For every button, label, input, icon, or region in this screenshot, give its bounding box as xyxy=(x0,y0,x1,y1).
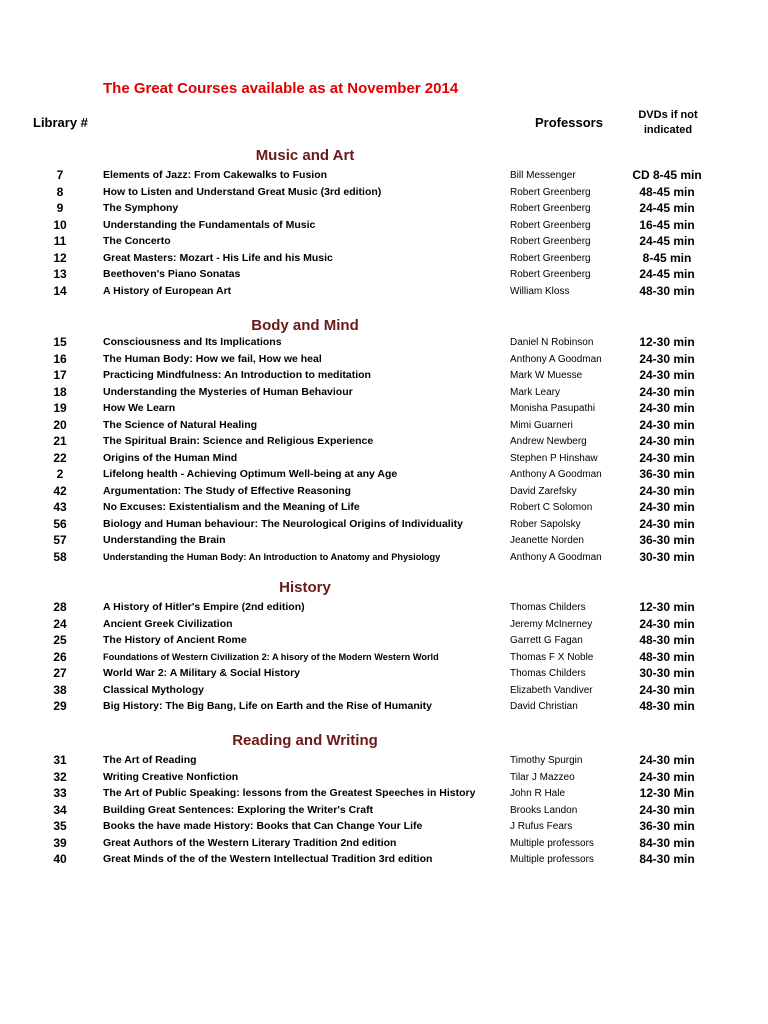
course-row xyxy=(0,417,768,433)
course-title: Understanding the Fundamentals of Music xyxy=(103,218,316,231)
course-title: Origins of the Human Mind xyxy=(103,451,238,464)
media-duration: 84-30 min xyxy=(639,852,695,866)
course-title: The History of Ancient Rome xyxy=(103,634,247,646)
course-title: Lifelong health - Achieving Optimum Well-being at any Age xyxy=(103,468,398,480)
course-title: Books the have made History: Books that Can Change Your Life xyxy=(103,820,423,832)
course-row xyxy=(0,616,768,632)
library-number: 38 xyxy=(53,682,67,697)
professor-name: Multiple professors xyxy=(510,854,594,865)
media-duration: 24-30 min xyxy=(639,434,695,448)
media-duration: 48-30 min xyxy=(639,699,695,713)
library-number: 7 xyxy=(56,168,64,182)
professor-name: Bill Messenger xyxy=(510,170,576,181)
course-title: How We Learn xyxy=(103,402,176,414)
course-title: Understanding the Mysteries of Human Behaviour xyxy=(103,385,353,398)
course-row xyxy=(0,632,768,648)
library-number: 11 xyxy=(53,234,67,248)
course-row xyxy=(0,649,768,665)
course-title: No Excuses: Existentialism and the Meaning of Life xyxy=(103,501,360,513)
course-row xyxy=(0,217,768,233)
professor-name: Monisha Pasupathi xyxy=(510,403,596,414)
course-row xyxy=(0,367,768,383)
professor-name: Thomas Childers xyxy=(510,602,586,613)
library-number: 28 xyxy=(53,600,67,614)
page-title: The Great Courses available as at November 2014 xyxy=(103,80,459,97)
course-title: Understanding the Brain xyxy=(103,534,226,546)
media-duration: 48-45 min xyxy=(639,184,695,199)
media-duration: 24-30 min xyxy=(639,450,695,465)
media-duration: 8-45 min xyxy=(642,250,692,265)
course-title: Understanding the Human Body: An Introduction to Anatomy and Physiology xyxy=(103,551,441,562)
library-number: 20 xyxy=(53,417,67,432)
professor-name: Mark Leary xyxy=(510,386,561,398)
media-duration: 12-30 Min xyxy=(639,786,695,800)
library-number: 24 xyxy=(53,616,67,631)
library-number: 19 xyxy=(53,401,67,415)
course-title: A History of Hitler's Empire (2nd edition) xyxy=(103,601,305,613)
section-heading: History xyxy=(279,579,331,596)
media-duration: 24-30 min xyxy=(639,516,695,531)
media-duration: 36-30 min xyxy=(639,819,695,833)
course-row xyxy=(0,851,768,867)
media-duration: 36-30 min xyxy=(639,467,695,481)
course-row xyxy=(0,384,768,400)
media-duration: 24-45 min xyxy=(639,267,695,281)
media-duration: 24-30 min xyxy=(639,500,695,514)
professor-name: William Kloss xyxy=(510,285,570,297)
professor-name: Robert Greenberg xyxy=(510,186,591,198)
course-title: Great Authors of the Western Literary Tradition 2nd edition xyxy=(103,836,397,849)
media-duration: 24-30 min xyxy=(639,401,695,415)
dvds-column-header xyxy=(625,108,711,138)
media-duration: 24-30 min xyxy=(639,616,695,631)
course-title: Elements of Jazz: From Cakewalks to Fusion xyxy=(103,169,328,181)
course-title: World War 2: A Military & Social History xyxy=(103,667,301,679)
professor-name: Robert Greenberg xyxy=(510,236,591,247)
course-row xyxy=(0,283,768,299)
course-title: Ancient Greek Civilization xyxy=(103,617,233,630)
professor-name: Andrew Newberg xyxy=(510,436,587,447)
course-row xyxy=(0,818,768,834)
course-title: The Science of Natural Healing xyxy=(103,418,258,431)
course-title: Big History: The Big Bang, Life on Earth and the Rise of Humanity xyxy=(103,700,433,712)
dvds-header-line2: indicated xyxy=(643,124,693,136)
professor-name: Garrett G Fagan xyxy=(510,635,583,646)
professor-name: Elizabeth Vandiver xyxy=(510,684,593,696)
media-duration: 48-30 min xyxy=(639,283,695,298)
section-heading: Reading and Writing xyxy=(232,732,378,749)
dvds-header-line1: DVDs if not xyxy=(638,109,698,121)
course-row xyxy=(0,785,768,801)
course-row xyxy=(0,400,768,416)
library-number: 21 xyxy=(53,434,67,448)
course-row xyxy=(0,266,768,282)
library-number: 42 xyxy=(53,483,67,498)
course-row xyxy=(0,167,768,183)
media-duration: 24-30 min xyxy=(639,384,695,399)
professor-name: Stephen P Hinshaw xyxy=(510,452,598,464)
media-duration: CD 8-45 min xyxy=(632,168,702,182)
course-row xyxy=(0,233,768,249)
professor-name: Anthony A Goodman xyxy=(510,469,602,480)
media-duration: 24-45 min xyxy=(639,234,695,248)
course-row xyxy=(0,466,768,482)
professor-name: Jeanette Norden xyxy=(510,535,584,546)
course-title: The Art of Public Speaking: lessons from the Greatest Speeches in History xyxy=(103,787,476,799)
library-number: 15 xyxy=(53,335,67,349)
section-heading: Body and Mind xyxy=(251,317,359,334)
professor-name: Timothy Spurgin xyxy=(510,755,583,766)
media-duration: 84-30 min xyxy=(639,835,695,850)
course-title: The Art of Reading xyxy=(103,754,197,766)
professor-name: David Zarefsky xyxy=(510,485,577,497)
course-row xyxy=(0,752,768,768)
media-duration: 24-30 min xyxy=(639,682,695,697)
professor-name: Multiple professors xyxy=(510,837,594,849)
professor-name: Mimi Guarneri xyxy=(510,419,573,431)
media-duration: 48-30 min xyxy=(639,633,695,647)
library-number: 12 xyxy=(53,250,67,265)
course-title: The Concerto xyxy=(103,235,171,247)
media-duration: 24-30 min xyxy=(639,769,695,784)
course-title: Practicing Mindfulness: An Introduction to meditation xyxy=(103,369,371,381)
course-title: Biology and Human behaviour: The Neurological Origins of Individuality xyxy=(103,517,463,530)
course-title: Consciousness and Its Implications xyxy=(103,336,282,348)
media-duration: 12-30 min xyxy=(639,600,695,614)
media-duration: 30-30 min xyxy=(639,666,695,680)
media-duration: 24-30 min xyxy=(639,368,695,382)
course-row xyxy=(0,549,768,565)
library-number: 16 xyxy=(53,351,67,366)
library-number: 39 xyxy=(53,835,67,850)
course-title: Building Great Sentences: Exploring the Writer's Craft xyxy=(103,803,374,816)
professor-name: J Rufus Fears xyxy=(510,821,573,832)
course-row xyxy=(0,599,768,615)
course-row xyxy=(0,769,768,785)
course-title: Beethoven's Piano Sonatas xyxy=(103,268,241,280)
library-number: 29 xyxy=(53,699,67,713)
course-title: Classical Mythology xyxy=(103,683,204,696)
course-title: How to Listen and Understand Great Music (3rd edition) xyxy=(103,185,382,198)
library-number: 26 xyxy=(53,649,67,664)
course-row xyxy=(0,433,768,449)
course-row xyxy=(0,351,768,367)
professor-name: Tilar J Mazzeo xyxy=(510,771,575,783)
course-row xyxy=(0,499,768,515)
professor-name: Daniel N Robinson xyxy=(510,337,594,348)
library-number: 35 xyxy=(53,819,67,833)
media-duration: 24-30 min xyxy=(639,753,695,767)
professor-name: John R Hale xyxy=(510,788,566,799)
professor-name: Jeremy McInerney xyxy=(510,618,593,630)
library-number: 32 xyxy=(53,769,67,784)
professor-name: Robert Greenberg xyxy=(510,219,591,231)
professor-name: Rober Sapolsky xyxy=(510,518,581,530)
course-row xyxy=(0,698,768,714)
library-number: 17 xyxy=(53,368,67,382)
course-title: The Spiritual Brain: Science and Religious Experience xyxy=(103,435,374,447)
course-row xyxy=(0,200,768,216)
professor-name: Thomas Childers xyxy=(510,668,586,679)
course-row xyxy=(0,682,768,698)
course-row xyxy=(0,532,768,548)
professor-name: Anthony A Goodman xyxy=(510,551,602,563)
media-duration: 12-30 min xyxy=(639,335,695,349)
course-row xyxy=(0,665,768,681)
library-number: 14 xyxy=(53,283,67,298)
library-number: 40 xyxy=(53,852,67,866)
professor-name: David Christian xyxy=(510,701,578,712)
media-duration: 30-30 min xyxy=(639,549,695,564)
media-duration: 48-30 min xyxy=(639,649,695,664)
library-number: 43 xyxy=(53,500,67,514)
library-number: 58 xyxy=(53,549,67,564)
course-row xyxy=(0,184,768,200)
course-row xyxy=(0,835,768,851)
section-heading: Music and Art xyxy=(255,147,355,164)
professor-name: Brooks Landon xyxy=(510,804,578,816)
professor-name: Robert Greenberg xyxy=(510,203,591,214)
course-row xyxy=(0,516,768,532)
library-number: 13 xyxy=(53,267,67,281)
professor-name: Mark W Muesse xyxy=(510,370,583,381)
course-title: A History of European Art xyxy=(103,284,232,297)
media-duration: 24-30 min xyxy=(639,483,695,498)
course-row xyxy=(0,483,768,499)
media-duration: 16-45 min xyxy=(639,217,695,232)
media-duration: 24-30 min xyxy=(639,351,695,366)
course-title: Foundations of Western Civilization 2: A hisory of the Modern Western World xyxy=(103,651,439,662)
course-row xyxy=(0,334,768,350)
media-duration: 36-30 min xyxy=(639,533,695,547)
course-row xyxy=(0,250,768,266)
library-number: 10 xyxy=(53,217,67,232)
library-number: 8 xyxy=(56,184,64,199)
professors-column-header: Professors xyxy=(535,115,603,130)
library-number: 27 xyxy=(53,666,67,680)
course-title: Writing Creative Nonfiction xyxy=(103,770,239,783)
library-number: 2 xyxy=(56,467,64,481)
library-number: 31 xyxy=(53,753,67,767)
course-title: Great Minds of the of the Western Intellectual Tradition 3rd edition xyxy=(103,853,433,865)
professor-name: Thomas F X Noble xyxy=(510,651,594,663)
library-number: 34 xyxy=(53,802,67,817)
library-number: 25 xyxy=(53,633,67,647)
professor-name: Anthony A Goodman xyxy=(510,353,602,365)
professor-name: Robert C Solomon xyxy=(510,502,593,513)
course-row xyxy=(0,450,768,466)
course-title: The Human Body: How we fail, How we heal xyxy=(103,352,322,365)
course-title: The Symphony xyxy=(103,202,179,214)
library-number: 33 xyxy=(53,786,67,800)
library-number: 56 xyxy=(53,516,67,531)
course-title: Argumentation: The Study of Effective Reasoning xyxy=(103,484,351,497)
media-duration: 24-45 min xyxy=(639,201,695,215)
professor-name: Robert Greenberg xyxy=(510,269,591,280)
media-duration: 24-30 min xyxy=(639,802,695,817)
media-duration: 24-30 min xyxy=(639,417,695,432)
library-number: 18 xyxy=(53,384,67,399)
course-row xyxy=(0,802,768,818)
library-number: 22 xyxy=(53,450,67,465)
library-column-header: Library # xyxy=(33,115,88,130)
course-title: Great Masters: Mozart - His Life and his Music xyxy=(103,251,333,264)
library-number: 9 xyxy=(56,201,64,215)
professor-name: Robert Greenberg xyxy=(510,252,591,264)
library-number: 57 xyxy=(53,533,67,547)
